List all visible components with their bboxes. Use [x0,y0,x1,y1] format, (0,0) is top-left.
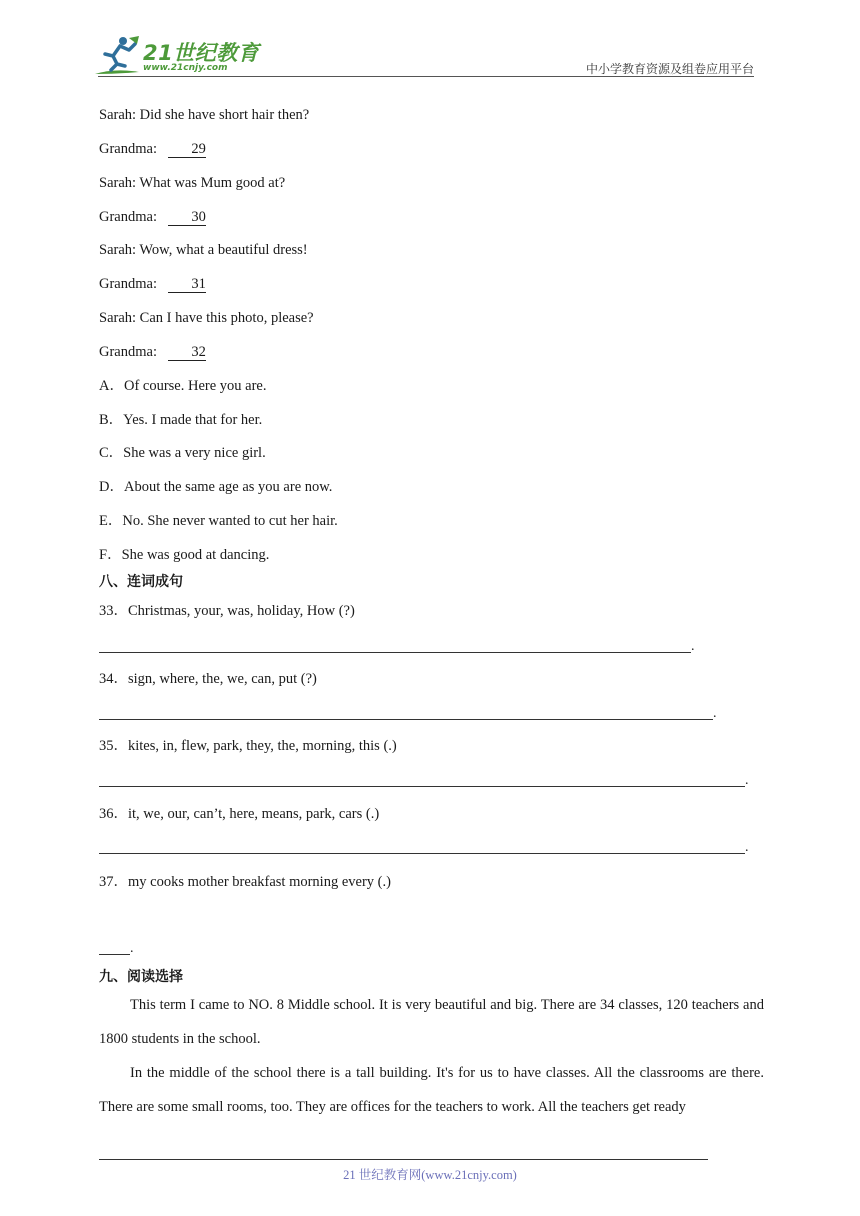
question-33: 33．Christmas, your, was, holiday, How (?) [99,603,355,619]
option-e: E．No. She never wanted to cut her hair. [99,513,338,529]
end-mark: . [713,706,717,721]
end-mark: . [130,941,134,956]
section-title-9: 九、阅读选择 [99,969,183,985]
section-title-8: 八、连词成句 [99,574,183,590]
option-b: B．Yes. I made that for her. [99,412,263,428]
question-35: 35．kites, in, flew, park, they, the, morning, this (.) [99,738,397,754]
option-a: A．Of course. Here you are. [99,378,267,394]
logo-text: 21世纪教育 [143,41,260,65]
answer-line-34[interactable] [99,719,713,720]
option-f: F．She was good at dancing. [99,547,270,563]
dialogue-line [99,208,206,226]
footer-divider [99,1159,708,1160]
header-platform-text: 中小学教育资源及组卷应用平台 [585,62,754,76]
reading-paragraph: In the middle of the school there is a tall building. It's for us to have classes. All the classrooms are there. There are some small rooms, too. They are offices for the teachers to work. All the teachers get ready [99,1065,764,1115]
answer-blank-32[interactable]: 32 [168,345,206,361]
dialogue-line: Sarah: Did she have short hair then? [99,107,310,123]
question-34: 34．sign, where, the, we, can, put (?) [99,671,317,687]
question-36: 36．it, we, our, can’t, here, means, park, cars (.) [99,806,380,822]
header-divider [98,76,754,77]
answer-line-37[interactable] [99,954,130,955]
end-mark: . [745,773,749,788]
question-37: 37．my cooks mother breakfast morning every (.) [99,874,391,890]
dialogue-line [99,275,206,293]
dialogue-line: Sarah: Wow, what a beautiful dress! [99,242,308,258]
answer-line-36[interactable] [99,853,745,854]
answer-blank-29[interactable]: 29 [168,142,206,158]
answer-blank-31[interactable]: 31 [168,277,206,293]
answer-line-35[interactable] [99,786,745,787]
dialogue-line [99,140,206,158]
site-logo [93,34,263,78]
dialogue-line: Sarah: What was Mum good at? [99,175,286,191]
option-c: C．She was a very nice girl. [99,445,266,461]
answer-line-33[interactable] [99,652,691,653]
option-d: D．About the same age as you are now. [99,479,333,495]
speaker-label: Grandma: [99,141,157,157]
speaker-label: Grandma: [99,209,157,225]
logo-url: www.21cnjy.com [143,63,228,73]
runner-icon [93,34,141,78]
speaker-label: Grandma: [99,276,157,292]
dialogue-line: Sarah: Can I have this photo, please? [99,310,314,326]
end-mark: . [691,639,695,654]
reading-paragraph: This term I came to NO. 8 Middle school. It is very beautiful and big. There are 34 classes, 120 teachers and 1800 students in the school. [99,997,764,1047]
speaker-label: Grandma: [99,344,157,360]
footer-text: 21 世纪教育网(www.21cnjy.com) [343,1168,517,1182]
dialogue-line [99,343,206,361]
answer-blank-30[interactable]: 30 [168,210,206,226]
end-mark: . [745,840,749,855]
